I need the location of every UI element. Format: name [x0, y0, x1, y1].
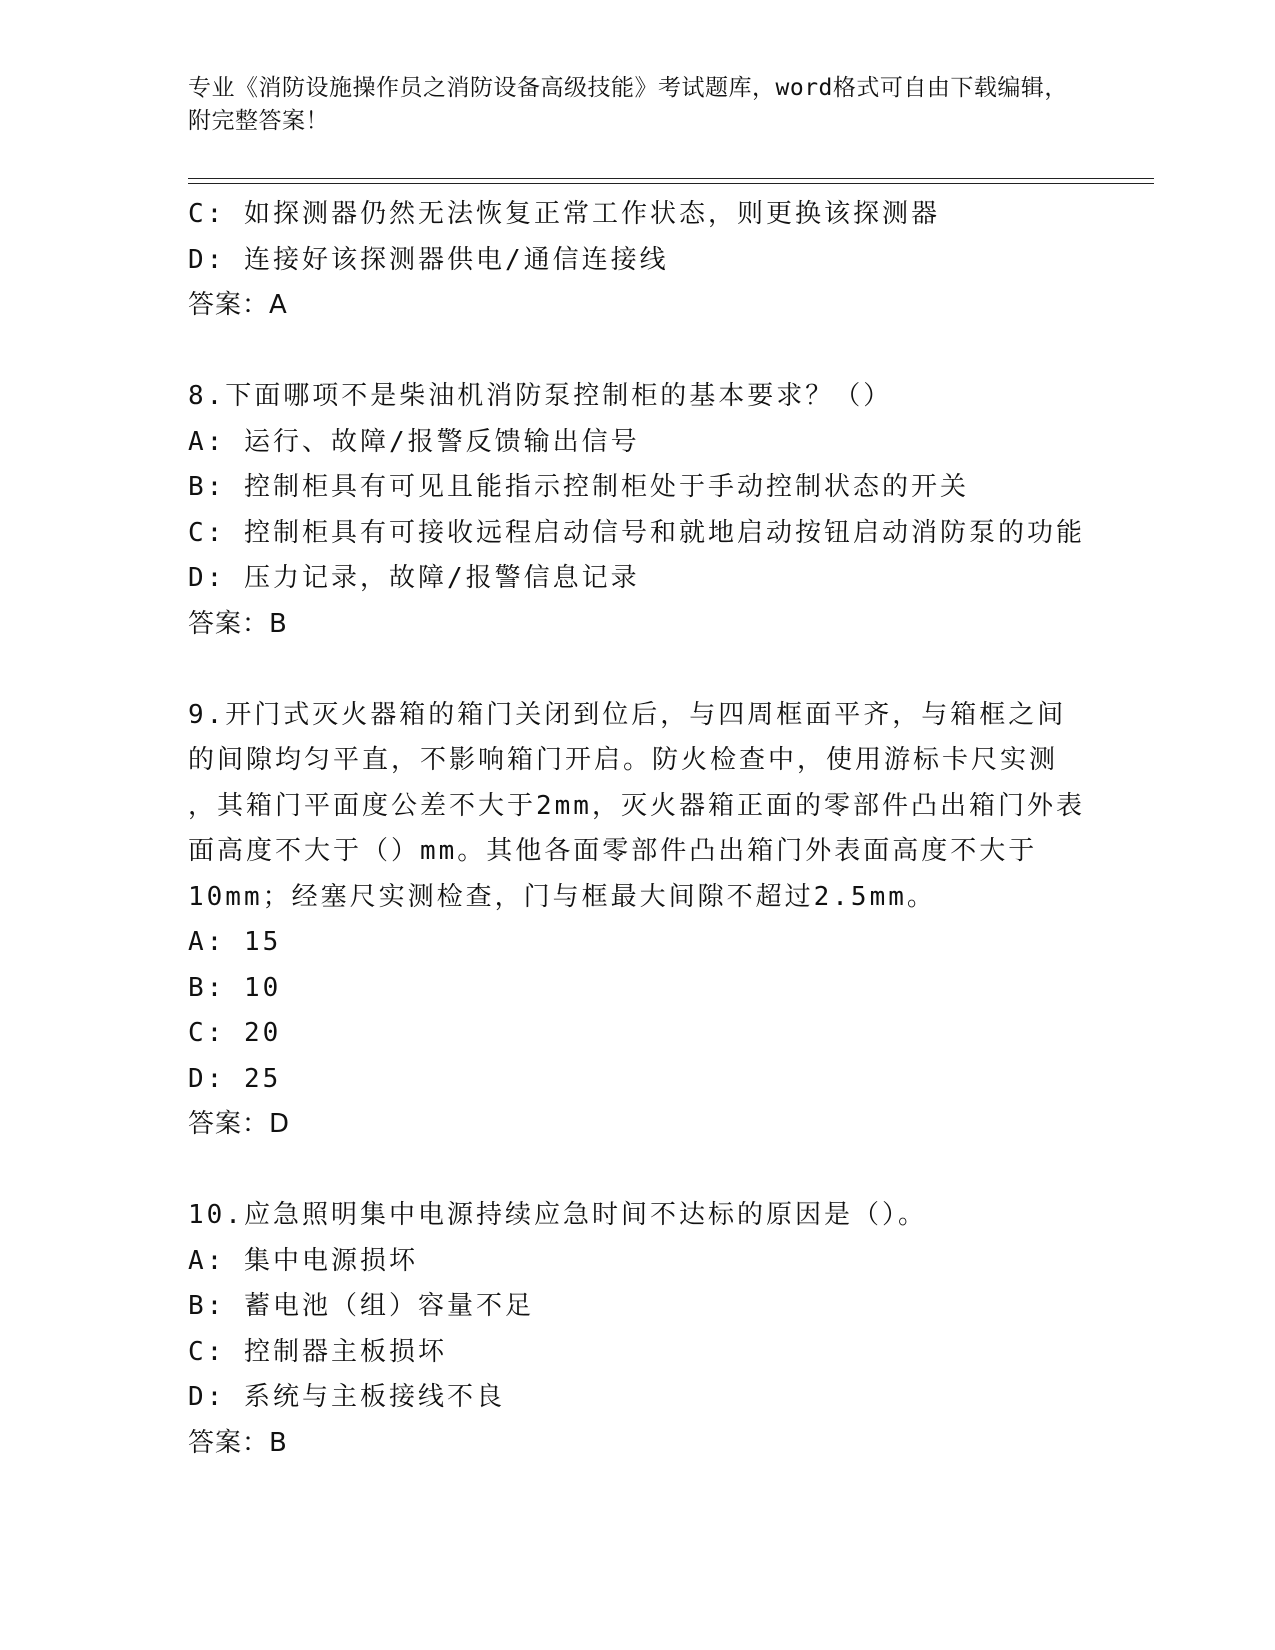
option-d: D: 系统与主板接线不良 — [188, 1382, 505, 1412]
question-stem: 8.下面哪项不是柴油机消防泵控制柜的基本要求？（） — [188, 381, 893, 411]
prev-question-block — [188, 192, 1088, 329]
option-b: B: 控制柜具有可见且能指示控制柜处于手动控制状态的开关 — [188, 472, 969, 502]
answer-line: 答案：A — [188, 290, 288, 320]
option-a: A: 集中电源损坏 — [188, 1245, 418, 1276]
question-content — [188, 192, 1088, 1466]
question-stem-line: 9.开门式灭火器箱的箱门关闭到位后，与四周框面平齐，与箱框之间 — [188, 699, 1067, 730]
header-divider-top — [188, 178, 1154, 179]
question-stem-line: 的间隙均匀平直，不影响箱门开启。防火检查中，使用游标卡尺实测 — [188, 745, 1059, 775]
document-header: 专业《消防设施操作员之消防设备高级技能》考试题库，word格式可自由下载编辑，附完整答案！ — [188, 75, 1068, 134]
question-stem: 10.应急照明集中电源持续应急时间不达标的原因是（）。 — [188, 1200, 927, 1230]
spacer — [188, 329, 1088, 375]
answer-line: 答案：D — [188, 1109, 291, 1139]
question-8-block — [188, 374, 1088, 647]
option-d: D: 连接好该探测器供电/通信连接线 — [188, 244, 669, 275]
question-stem-line: 10mm；经塞尺实测检查，门与框最大间隙不超过2.5mm。 — [188, 881, 936, 912]
option-c: C: 如探测器仍然无法恢复正常工作状态，则更换该探测器 — [188, 199, 940, 229]
option-b: B: 蓄电池（组）容量不足 — [188, 1291, 534, 1321]
option-d: D: 压力记录，故障/报警信息记录 — [188, 563, 640, 593]
spacer — [188, 1148, 1088, 1194]
option-d: D: 25 — [188, 1063, 282, 1094]
option-c: C: 控制器主板损坏 — [188, 1336, 447, 1367]
answer-line: 答案：B — [188, 608, 288, 639]
answer-line: 答案：B — [188, 1427, 288, 1458]
header-divider-bottom — [188, 183, 1154, 184]
option-c: C: 20 — [188, 1018, 282, 1048]
option-a: A: 15 — [188, 927, 282, 957]
option-b: B: 10 — [188, 972, 282, 1003]
question-stem-line: ，其箱门平面度公差不大于2mm，灭火器箱正面的零部件凸出箱门外表 — [188, 790, 1085, 821]
option-c: C: 控制柜具有可接收远程启动信号和就地启动按钮启动消防泵的功能 — [188, 517, 1085, 548]
option-a: A: 运行、故障/报警反馈输出信号 — [188, 426, 640, 457]
question-9-block — [188, 693, 1088, 1148]
question-10-block — [188, 1193, 1088, 1466]
question-stem-line: 面高度不大于（）mm。其他各面零部件凸出箱门外表面高度不大于 — [188, 836, 1038, 866]
spacer — [188, 647, 1088, 693]
